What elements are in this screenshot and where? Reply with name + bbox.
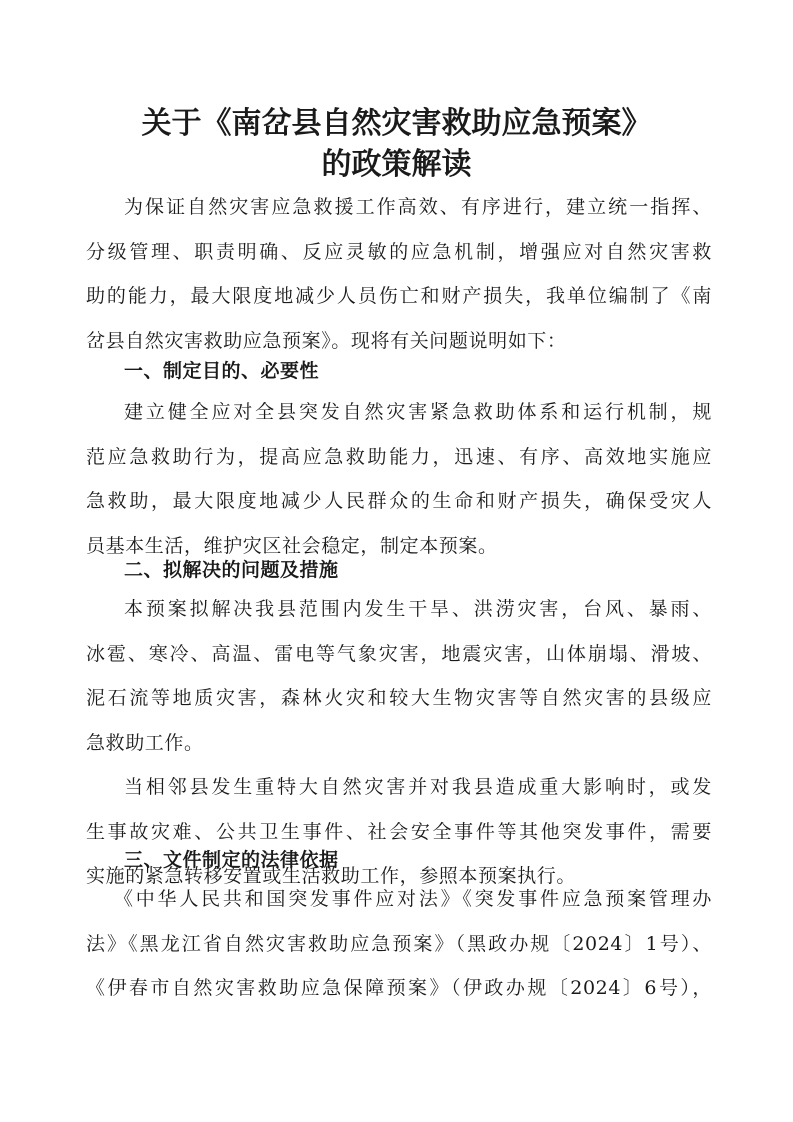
section1-paragraph	[86, 390, 712, 568]
section3-paragraph	[86, 877, 712, 1011]
section2-paragraph-1	[86, 587, 712, 765]
intro-line: 岔县自然灾害救助应急预案》。现将有关问题说明如下：	[86, 329, 567, 352]
document-title-line-2: 的政策解读	[321, 147, 472, 182]
intro-paragraph	[86, 185, 712, 363]
section3-heading: 三、文件制定的法律依据	[124, 849, 339, 871]
section2-line: 泥石流等地质灾害，森林火灾和较大生物灾害等自然灾害的县级应	[86, 687, 712, 709]
section2-line: 本预案拟解决我县范围内发生干旱、洪涝灾害，台风、暴雨、	[124, 598, 712, 620]
section1-heading: 一、制定目的、必要性	[124, 360, 320, 382]
section2-line: 急救助工作。	[86, 731, 204, 754]
intro-line: 为保证自然灾害应急救援工作高效、有序进行，建立统一指挥、	[124, 196, 712, 218]
section3-line: 《伊春市自然灾害救助应急保障预案》（伊政办规〔2024〕6号），	[86, 977, 712, 999]
section2-line: 冰雹、寒冷、高温、雷电等气象灾害，地震灾害，山体崩塌、滑坡、	[86, 642, 712, 665]
intro-line: 助的能力，最大限度地减少人员伤亡和财产损失，我单位编制了《南	[86, 285, 712, 307]
section2-heading: 二、拟解决的问题及措施	[124, 559, 339, 581]
document-title-line-1: 关于《南岔县自然灾害救助应急预案》	[141, 106, 652, 141]
section1-line: 员基本生活，维护灾区社会稳定，制定本预案。	[86, 534, 498, 557]
section1-line: 急救助，最大限度地减少人民群众的生命和财产损失，确保受灾人	[86, 490, 712, 512]
section2-line: 当相邻县发生重特大自然灾害并对我县造成重大影响时，或发	[124, 776, 712, 798]
section2-line: 生事故灾难、公共卫生事件、社会安全事件等其他突发事件，需要	[86, 820, 712, 843]
section2-line: 实施的紧急转移安置或生活救助工作，参照本预案执行。	[86, 865, 577, 887]
section3-line: 《中华人民共和国突发事件应对法》《突发事件应急预案管理办	[114, 888, 712, 910]
intro-line: 分级管理、职责明确、反应灵敏的应急机制，增强应对自然灾害救	[86, 240, 712, 263]
section3-line: 法》《黑龙江省自然灾害救助应急预案》（黑政办规〔2024〕1号）、	[86, 932, 712, 955]
section1-line: 建立健全应对全县突发自然灾害紧急救助体系和运行机制，规	[124, 401, 712, 423]
section1-line: 范应急救助行为，提高应急救助能力，迅速、有序、高效地实施应	[86, 445, 712, 468]
